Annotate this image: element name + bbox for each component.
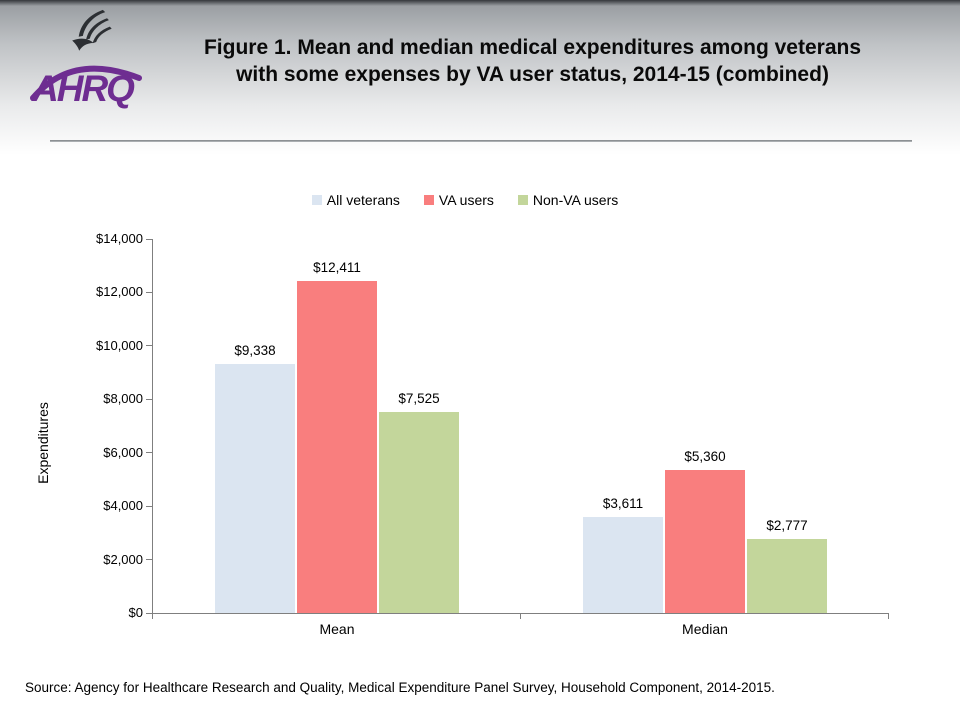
bar-va-users-mean: [297, 281, 377, 613]
legend-label-va-users: VA users: [438, 192, 494, 208]
figure-title-line1: Figure 1. Mean and median medical expenditures among veterans: [203, 36, 862, 59]
chart-legend: [0, 192, 930, 208]
header: [0, 0, 960, 155]
x-axis-tick: [888, 613, 889, 619]
y-axis-tick: [146, 506, 153, 507]
bar-value-label-non-va-users-mean: $7,525: [398, 391, 440, 406]
header-divider: [50, 140, 912, 142]
bar-value-label-non-va-users-median: $2,777: [766, 518, 808, 533]
legend-swatch-non-va-users: [518, 195, 528, 205]
y-axis-title: Expenditures: [35, 402, 51, 484]
ahrq-logo: [28, 6, 148, 108]
legend-item-non-va-users: [518, 192, 618, 208]
x-axis-tick: [520, 613, 521, 619]
ahrq-logo-wordmark: [28, 58, 148, 110]
ahrq-logo-text: AHRQ: [32, 68, 133, 109]
y-axis-tick-label: $2,000: [103, 551, 143, 567]
bar-value-label-va-users-median: $5,360: [684, 449, 726, 464]
bar-value-label-all-veterans-median: $3,611: [602, 496, 644, 511]
y-axis-tick-label: $4,000: [103, 498, 143, 514]
x-axis-tick: [152, 613, 153, 619]
y-axis-tick: [146, 345, 153, 346]
bar-value-label-va-users-mean: $12,411: [313, 260, 361, 275]
bar-non-va-users-mean: [379, 412, 459, 613]
y-axis-tick: [146, 559, 153, 560]
y-axis-tick: [146, 399, 153, 400]
bar-value-label-all-veterans-mean: $9,338: [234, 343, 276, 358]
legend-swatch-va-users: [424, 195, 434, 205]
legend-item-all-veterans: [312, 192, 400, 208]
figure-title-line2: with some expenses by VA user status, 2014-15 (combined): [236, 63, 829, 86]
bar-non-va-users-median: [747, 539, 827, 613]
x-axis-label-mean: Mean: [319, 621, 355, 637]
source-note: Source: Agency for Healthcare Research and Quality, Medical Expenditure Panel Survey, Household Component, 2014-2015.: [25, 680, 775, 695]
figure-title: [150, 34, 915, 88]
y-axis-tick: [146, 452, 153, 453]
y-axis-tick-label: $0: [128, 605, 143, 620]
bar-all-veterans-mean: [215, 364, 295, 613]
y-axis-tick: [146, 292, 153, 293]
x-axis-label-median: Median: [682, 621, 728, 637]
y-axis-tick-label: $8,000: [103, 391, 143, 407]
y-axis-tick-label: $6,000: [103, 444, 143, 460]
y-axis-tick-label: $10,000: [96, 337, 143, 353]
plot-area: [96, 231, 889, 637]
y-axis-tick-label: $14,000: [96, 231, 143, 246]
bar-all-veterans-median: [583, 517, 663, 613]
bar-va-users-median: [665, 470, 745, 613]
legend-label-all-veterans: All veterans: [326, 192, 400, 208]
y-axis-tick: [146, 239, 153, 240]
legend-item-va-users: [424, 192, 494, 208]
legend-swatch-all-veterans: [312, 195, 322, 205]
y-axis-tick-label: $12,000: [96, 284, 143, 300]
legend-label-non-va-users: Non-VA users: [532, 192, 619, 208]
